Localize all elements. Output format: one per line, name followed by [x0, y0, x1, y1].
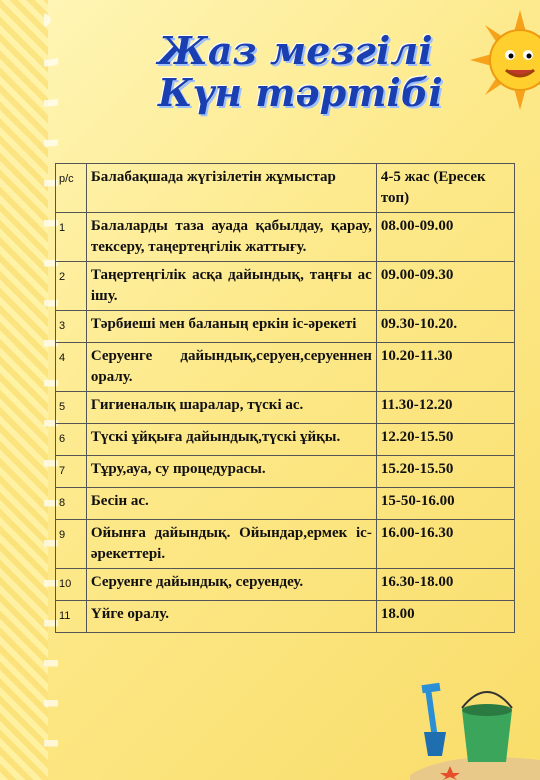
table-row [56, 520, 515, 569]
row-activity: Түскі ұйқыға дайындық,түскі ұйқы. [86, 424, 376, 456]
row-num: 5 [56, 392, 87, 424]
header-num: р/с [56, 164, 87, 213]
title-line-1: Жаз мезгілі [158, 28, 433, 73]
row-num: 4 [56, 343, 87, 392]
row-num: 2 [56, 262, 87, 311]
header-time: 4-5 жас (Ересек топ) [376, 164, 514, 213]
row-num: 6 [56, 424, 87, 456]
row-activity: Бесін ас. [86, 488, 376, 520]
table-row [56, 213, 515, 262]
row-num: 11 [56, 601, 87, 633]
table-row [56, 601, 515, 633]
beach-toys-illustration [410, 680, 540, 780]
row-activity: Серуенге дайындық, серуендеу. [86, 569, 376, 601]
row-time: 08.00-09.00 [376, 213, 514, 262]
row-activity: Ойынға дайындық. Ойындар,ермек іс-әрекеттері. [86, 520, 376, 569]
row-num: 3 [56, 311, 87, 343]
table-row [56, 262, 515, 311]
row-time: 12.20-15.50 [376, 424, 514, 456]
table-row [56, 343, 515, 392]
row-activity: Балаларды таза ауада қабылдау, қарау, тексеру, таңертеңгілік жаттығу. [86, 213, 376, 262]
row-time: 10.20-11.30 [376, 343, 514, 392]
row-time: 16.00-16.30 [376, 520, 514, 569]
row-activity: Үйге оралу. [86, 601, 376, 633]
shovel-icon [422, 683, 446, 756]
row-num: 8 [56, 488, 87, 520]
table-row [56, 488, 515, 520]
row-time: 15-50-16.00 [376, 488, 514, 520]
table-row [56, 392, 515, 424]
row-time: 09.30-10.20. [376, 311, 514, 343]
row-time: 11.30-12.20 [376, 392, 514, 424]
sand-bucket-icon [462, 692, 512, 762]
row-activity: Таңертеңгілік асқа дайындық, таңғы ас ішу. [86, 262, 376, 311]
title-line-2: Күн тәртібі [158, 70, 443, 115]
row-time: 15.20-15.50 [376, 456, 514, 488]
row-time: 18.00 [376, 601, 514, 633]
row-activity: Тұру,ауа, су процедурасы. [86, 456, 376, 488]
table-header-row [56, 164, 515, 213]
header-activity: Балабақшада жүгізілетін жұмыстар [86, 164, 376, 213]
table-row [56, 424, 515, 456]
row-num: 9 [56, 520, 87, 569]
row-time: 09.00-09.30 [376, 262, 514, 311]
row-activity: Гигиеналық шаралар, түскі ас. [86, 392, 376, 424]
row-num: 1 [56, 213, 87, 262]
page-title [158, 28, 443, 115]
schedule-table [55, 163, 515, 633]
row-num: 7 [56, 456, 87, 488]
row-activity: Тәрбиеші мен баланың еркін іс-әрекеті [86, 311, 376, 343]
table-row [56, 456, 515, 488]
table-row [56, 569, 515, 601]
table-row [56, 311, 515, 343]
row-num: 10 [56, 569, 87, 601]
sun-icon [470, 10, 540, 110]
row-activity: Серуенге дайындық,серуен,серуеннен оралу. [86, 343, 376, 392]
ornament-border [0, 0, 48, 780]
row-time: 16.30-18.00 [376, 569, 514, 601]
